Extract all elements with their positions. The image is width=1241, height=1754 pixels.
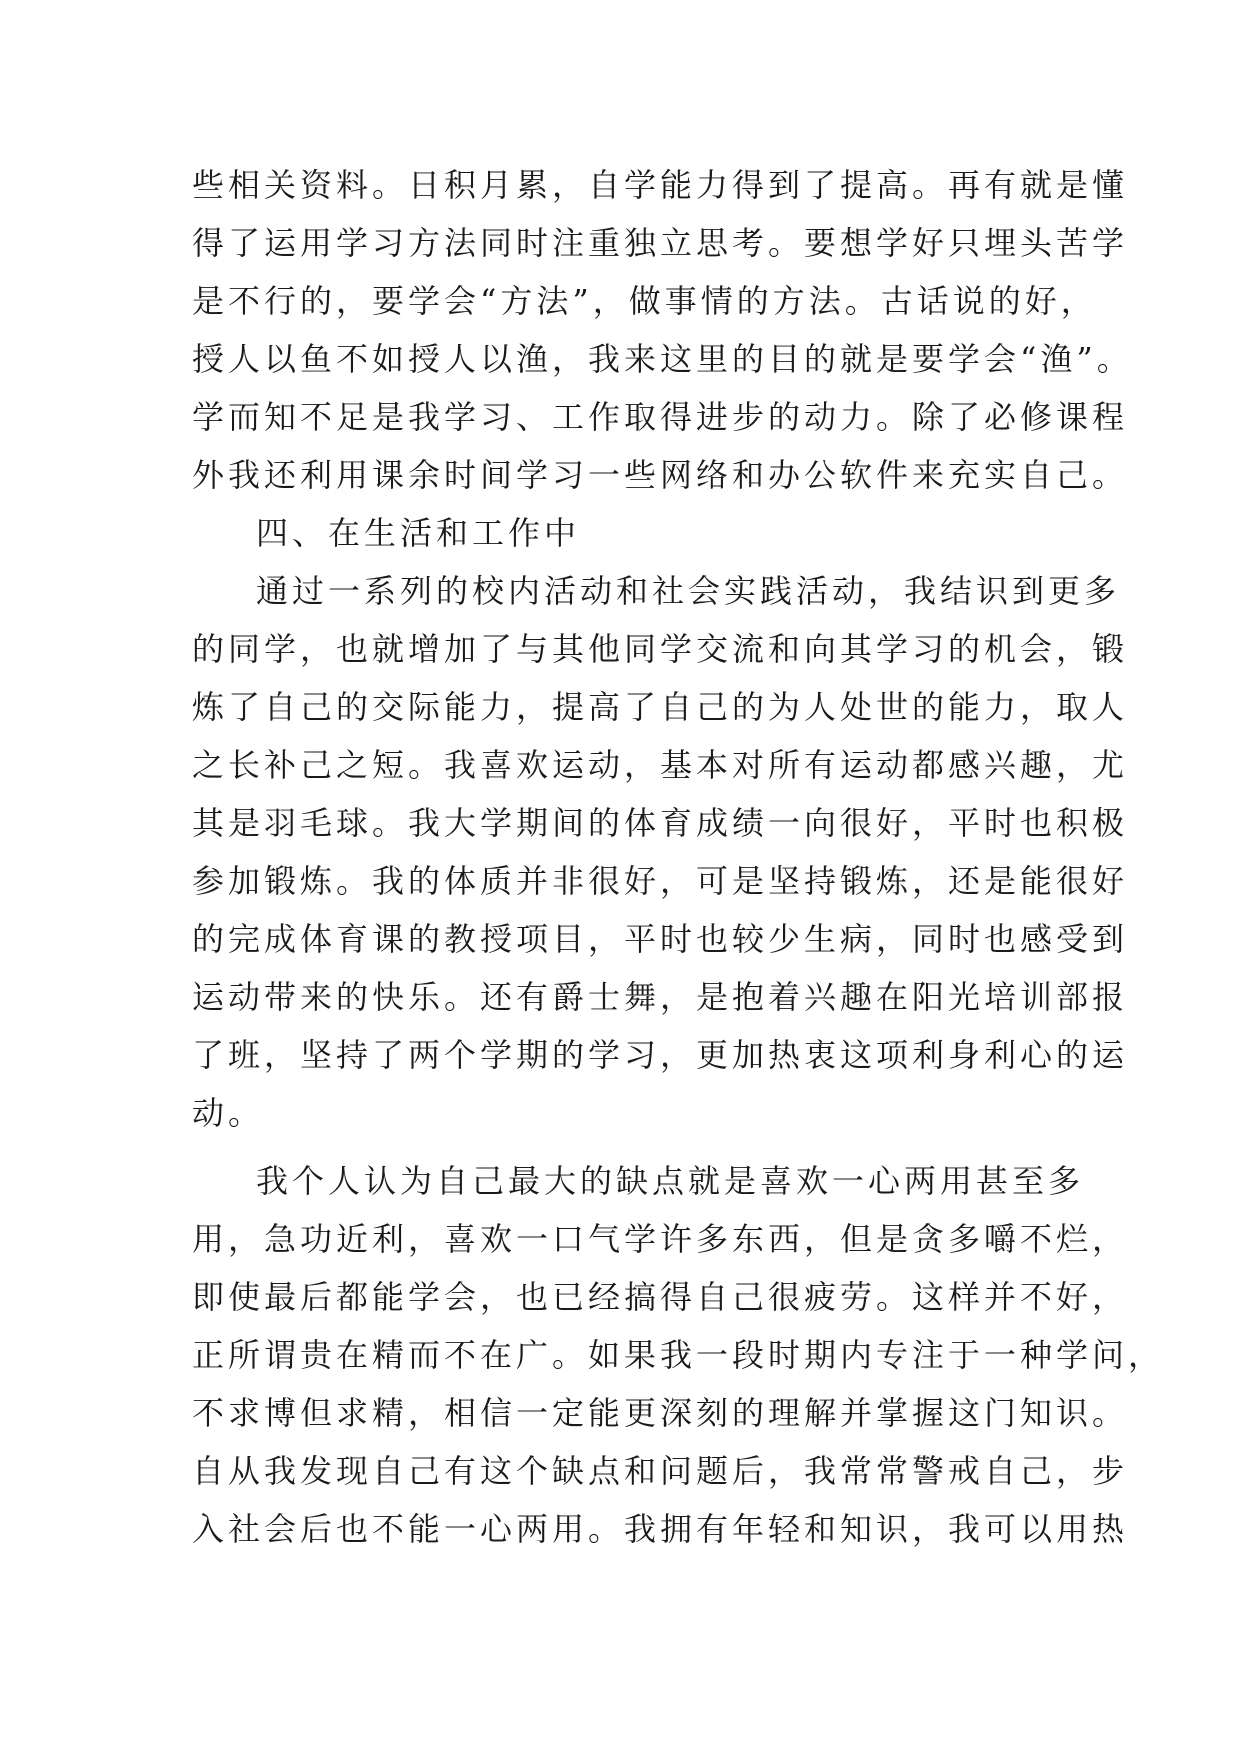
body-line: 授人以鱼不如授人以渔，我来这里的目的就是要学会“渔”。 [192,340,1133,378]
document-body [192,156,1165,1558]
body-line: 是不行的，要学会“方法”，做事情的方法。古话说的好， [192,282,1097,320]
body-line: 炼了自己的交际能力，提高了自己的为人处世的能力，取人 [192,688,1129,726]
body-line: 不求博但求精，相信一定能更深刻的理解并掌握这门知识。 [192,1394,1129,1432]
body-line: 动。 [192,1094,265,1132]
body-line: 参加锻炼。我的体质并非很好，可是坚持锻炼，还是能很好 [192,862,1129,900]
body-line: 用，急功近利，喜欢一口气学许多东西，但是贪多嚼不烂， [192,1220,1129,1258]
body-line: 学而知不足是我学习、工作取得进步的动力。除了必修课程 [192,398,1129,436]
body-line: 即使最后都能学会，也已经搞得自己很疲劳。这样并不好， [192,1278,1129,1316]
body-line: 些相关资料。日积月累，自学能力得到了提高。再有就是懂 [192,166,1129,204]
body-line: 之长补己之短。我喜欢运动，基本对所有运动都感兴趣，尤 [192,746,1129,784]
body-line: 外我还利用课余时间学习一些网络和办公软件来充实自己。 [192,456,1129,494]
body-line: 运动带来的快乐。还有爵士舞，是抱着兴趣在阳光培训部报 [192,978,1129,1016]
body-line: 我个人认为自己最大的缺点就是喜欢一心两用甚至多 [256,1162,1085,1200]
body-line: 正所谓贵在精而不在广。如果我一段时期内专注于一种学问， [192,1336,1165,1374]
body-line: 自从我发现自己有这个缺点和问题后，我常常警戒自己，步 [192,1452,1129,1490]
section-heading: 四、在生活和工作中 [256,514,581,552]
body-line: 的同学，也就增加了与其他同学交流和向其学习的机会，锻 [192,630,1129,668]
body-line: 通过一系列的校内活动和社会实践活动，我结识到更多 [256,572,1121,610]
body-line: 了班，坚持了两个学期的学习，更加热衷这项利身利心的运 [192,1036,1129,1074]
body-line: 得了运用学习方法同时注重独立思考。要想学好只埋头苦学 [192,224,1129,262]
body-line: 的完成体育课的教授项目，平时也较少生病，同时也感受到 [192,920,1129,958]
body-line: 入社会后也不能一心两用。我拥有年轻和知识，我可以用热 [192,1510,1129,1548]
body-line: 其是羽毛球。我大学期间的体育成绩一向很好，平时也积极 [192,804,1129,842]
